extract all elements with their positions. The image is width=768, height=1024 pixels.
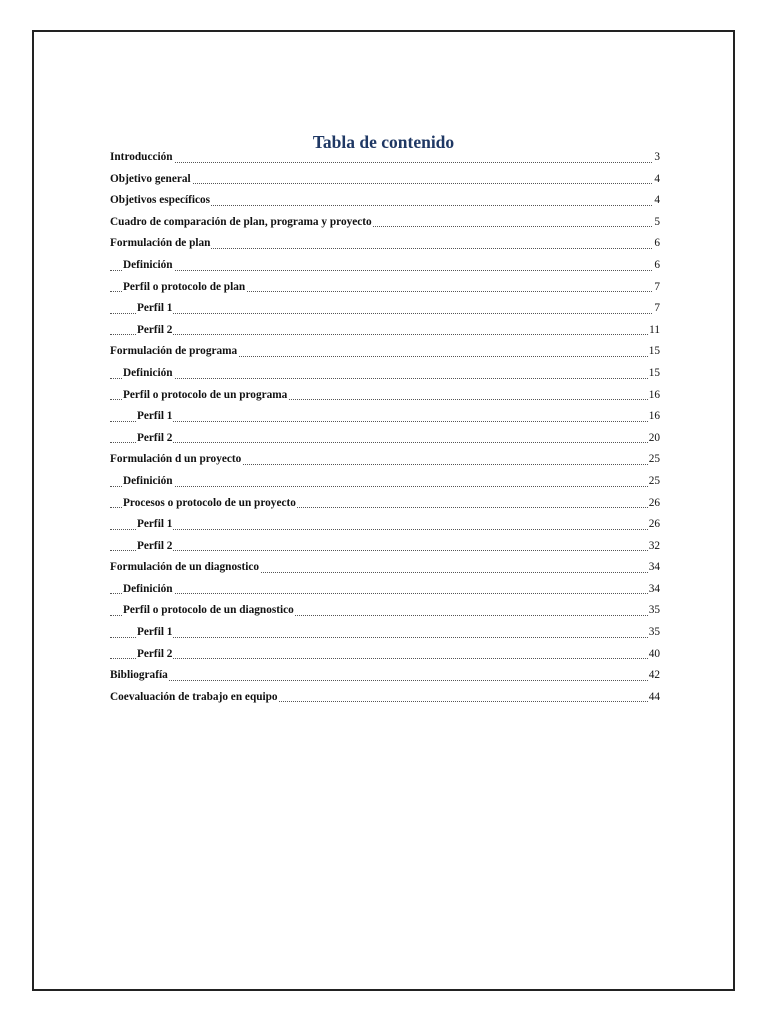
toc-entry-page-number: 6 [653,255,660,277]
toc-entry[interactable] [110,190,660,212]
toc-list [110,147,660,708]
toc-entry[interactable] [110,212,660,234]
toc-entry-label: Cuadro de comparación de plan, programa y proyecto [110,215,372,228]
toc-entry-page-number: 26 [648,514,660,536]
toc-entry[interactable] [110,233,660,255]
toc-entry-label: Perfil 2 [137,647,173,660]
toc-entry-page-number: 34 [648,557,660,579]
toc-entry-page-number: 6 [653,233,660,255]
toc-entry-page-number: 26 [648,493,660,515]
dot-leader [110,270,660,271]
toc-entry-label: Definición [123,366,173,379]
dot-leader [110,442,660,443]
toc-entry-page-number: 4 [653,190,660,212]
toc-entry-label: Perfil 1 [137,626,173,639]
dot-leader [110,658,660,659]
toc-entry-page-number: 35 [648,622,660,644]
dot-leader [110,637,660,638]
toc-entry-label: Introducción [110,151,173,163]
toc-entry-page-number: 11 [648,320,660,342]
toc-entry[interactable] [110,514,660,536]
toc-entry-label: Formulación de plan [110,237,211,250]
toc-entry[interactable] [110,147,660,169]
toc-entry-label: Perfil 2 [137,539,173,552]
toc-entry[interactable] [110,579,660,601]
toc-entry-label: Perfil o protocolo de un diagnostico [123,604,294,617]
toc-title: Tabla de contenido [312,132,455,152]
toc-entry-page-number: 7 [653,277,660,299]
toc-entry[interactable] [110,622,660,644]
dot-leader [110,550,660,551]
toc-entry-page-number: 16 [648,406,660,428]
dot-leader [110,680,660,681]
toc-entry[interactable] [110,320,660,342]
toc-entry-page-number: 35 [648,600,660,622]
toc-entry-label: Perfil o protocolo de un programa [123,388,288,401]
toc-entry[interactable] [110,493,660,515]
toc-entry-page-number: 34 [648,579,660,601]
toc-entry-label: Procesos o protocolo de un proyecto [123,496,296,509]
toc-entry-label: Coevaluación de trabajo en equipo [110,690,278,703]
toc-entry[interactable] [110,557,660,579]
toc-entry-page-number: 16 [648,385,660,407]
toc-entry-label: Perfil 2 [137,431,173,444]
dot-leader [110,183,660,184]
dot-leader [110,378,660,379]
dot-leader [110,334,660,335]
toc-entry-label: Perfil 1 [137,302,173,315]
toc-entry-page-number: 20 [648,428,660,450]
toc-entry-page-number: 15 [648,363,660,385]
dot-leader [110,313,660,314]
toc-entry-page-number: 25 [648,449,660,471]
toc-entry-label: Formulación de programa [110,345,238,358]
toc-entry[interactable] [110,644,660,666]
toc-entry-label: Bibliografía [110,669,168,682]
toc-entry-page-number: 15 [648,341,660,363]
dot-leader [110,593,660,594]
toc-entry-page-number: 5 [653,212,660,234]
dot-leader [110,421,660,422]
toc-entry[interactable] [110,536,660,558]
toc-entry-label: Perfil o protocolo de plan [123,280,246,293]
toc-entry[interactable] [110,600,660,622]
toc-entry-label: Perfil 2 [137,323,173,336]
toc-entry[interactable] [110,385,660,407]
toc-entry-page-number: 44 [648,687,660,709]
toc-entry[interactable] [110,298,660,320]
toc-entry-label: Definición [123,582,173,595]
toc-entry-label: Formulación d un proyecto [110,453,242,466]
toc-entry-label: Formulación de un diagnostico [110,561,260,574]
toc-entry-page-number: 40 [648,644,660,666]
toc-entry-label: Perfil 1 [137,410,173,423]
toc-entry-page-number: 32 [648,536,660,558]
document-page [32,30,735,991]
dot-leader [110,486,660,487]
toc-entry[interactable] [110,471,660,493]
toc-entry[interactable] [110,277,660,299]
dot-leader [110,162,660,163]
toc-entry[interactable] [110,449,660,471]
toc-entry[interactable] [110,665,660,687]
toc-entry[interactable] [110,687,660,709]
toc-entry-label: Objetivos específicos [110,194,211,207]
toc-entry[interactable] [110,406,660,428]
toc-entry-page-number: 3 [653,147,660,169]
toc-entry-label: Definición [123,258,173,271]
toc-entry-label: Objetivo general [110,172,191,185]
toc-entry[interactable] [110,169,660,191]
toc-entry[interactable] [110,341,660,363]
toc-entry-page-number: 4 [653,169,660,191]
toc-entry-page-number: 25 [648,471,660,493]
toc-entry[interactable] [110,363,660,385]
toc-entry-label: Definición [123,474,173,487]
toc-entry[interactable] [110,428,660,450]
toc-entry[interactable] [110,255,660,277]
toc-entry-label: Perfil 1 [137,518,173,531]
dot-leader [110,529,660,530]
toc-entry-page-number: 7 [653,298,660,320]
toc-entry-page-number: 42 [648,665,660,687]
